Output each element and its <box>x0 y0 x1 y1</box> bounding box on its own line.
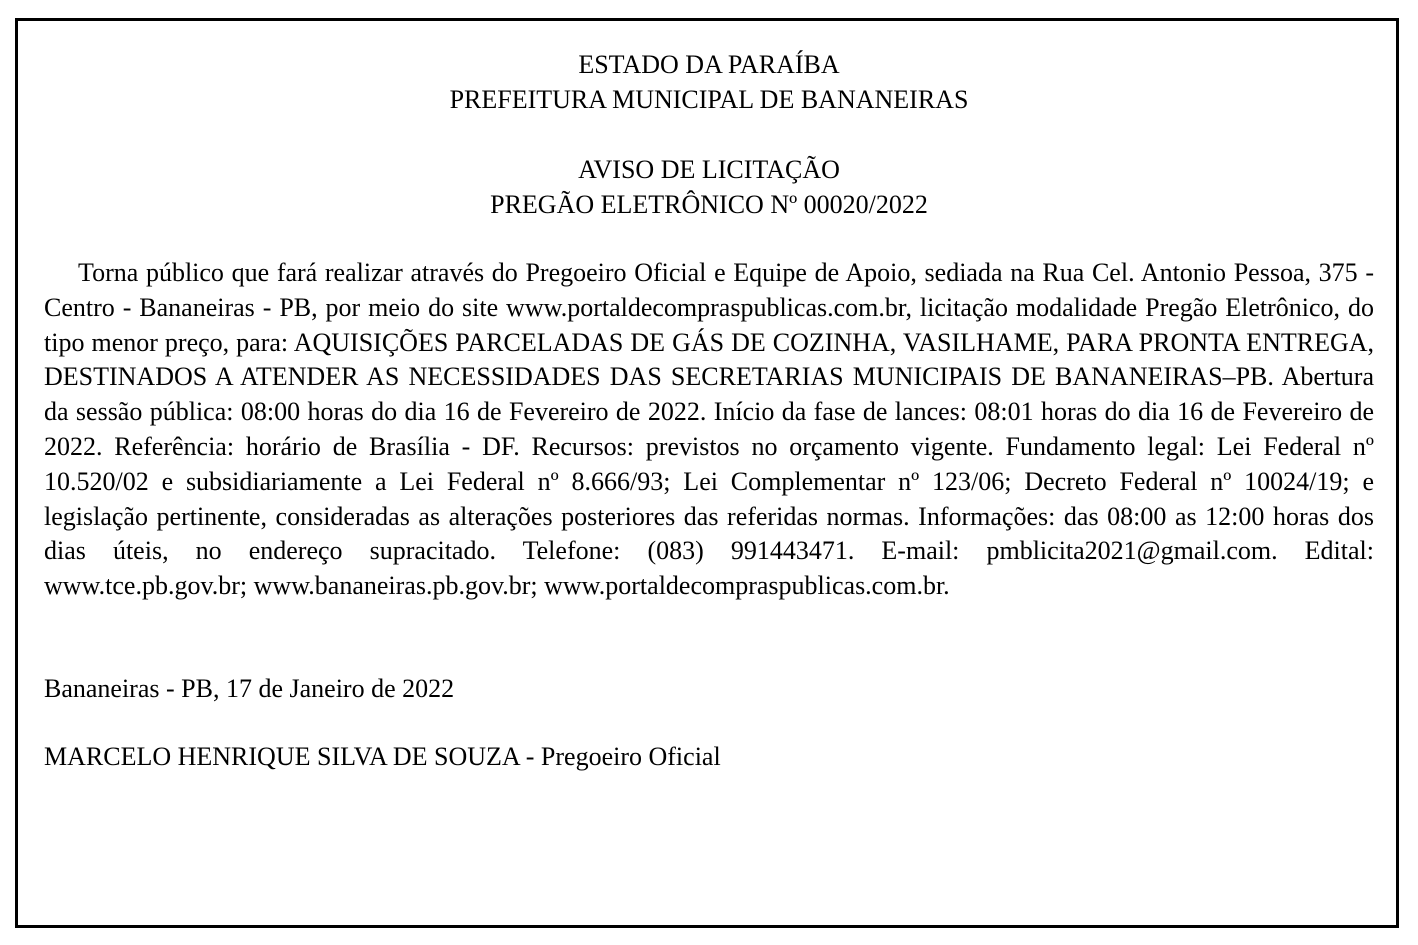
notice-type-heading: AVISO DE LICITAÇÃO <box>578 155 840 184</box>
signature-line: MARCELO HENRIQUE SILVA DE SOUZA - Pregoeiro Oficial <box>44 742 721 771</box>
place-date: Bananeiras - PB, 17 de Janeiro de 2022 <box>44 674 455 703</box>
notice-body-paragraph: Torna público que fará realizar através do Pregoeiro Oficial e Equipe de Apoio, sediada na Rua Cel. Antonio Pessoa, 375 - Centro - Bananeiras - PB, por meio do site www.portaldecompraspublicas.com.br, licitação modalidade Pregão Eletrônico, do tipo menor preço, para: AQUISIÇÕES PARCELADAS DE GÁS DE COZINHA, VASILHAME, PARA PRONTA ENTREGA, DESTINADOS A ATENDER AS NECESSIDADES DAS SECRETARIAS MUNICIPAIS DE BANANEIRAS–PB. Abertura da sessão pública: 08:00 horas do dia 16 de Fevereiro de 2022. Início da fase de lances: 08:01 horas do dia 16 de Fevereiro de 2022. Referência: horário de Brasília - DF. Recursos: previstos no orçamento vigente. Fundamento legal: Lei Federal nº 10.520/02 e subsidiariamente a Lei Federal nº 8.666/93; Lei Complementar nº 123/06; Decreto Federal nº 10024/19; e legislação pertinente, consideradas as alterações posteriores das referidas normas. Informações: das 08:00 as 12:00 horas dos dias úteis, no endereço supracitado. Telefone: (083) 991443471. E-mail: pmblicita2021@gmail.com. Edital: www.tce.pb.gov.br; www.bananeiras.pb.gov.br; www.portaldecompraspublicas.com.br. <box>44 258 1374 601</box>
process-number-heading: PREGÃO ELETRÔNICO Nº 00020/2022 <box>490 190 928 219</box>
city-hall-heading: PREFEITURA MUNICIPAL DE BANANEIRAS <box>449 85 969 114</box>
state-heading: ESTADO DA PARAÍBA <box>578 50 840 79</box>
